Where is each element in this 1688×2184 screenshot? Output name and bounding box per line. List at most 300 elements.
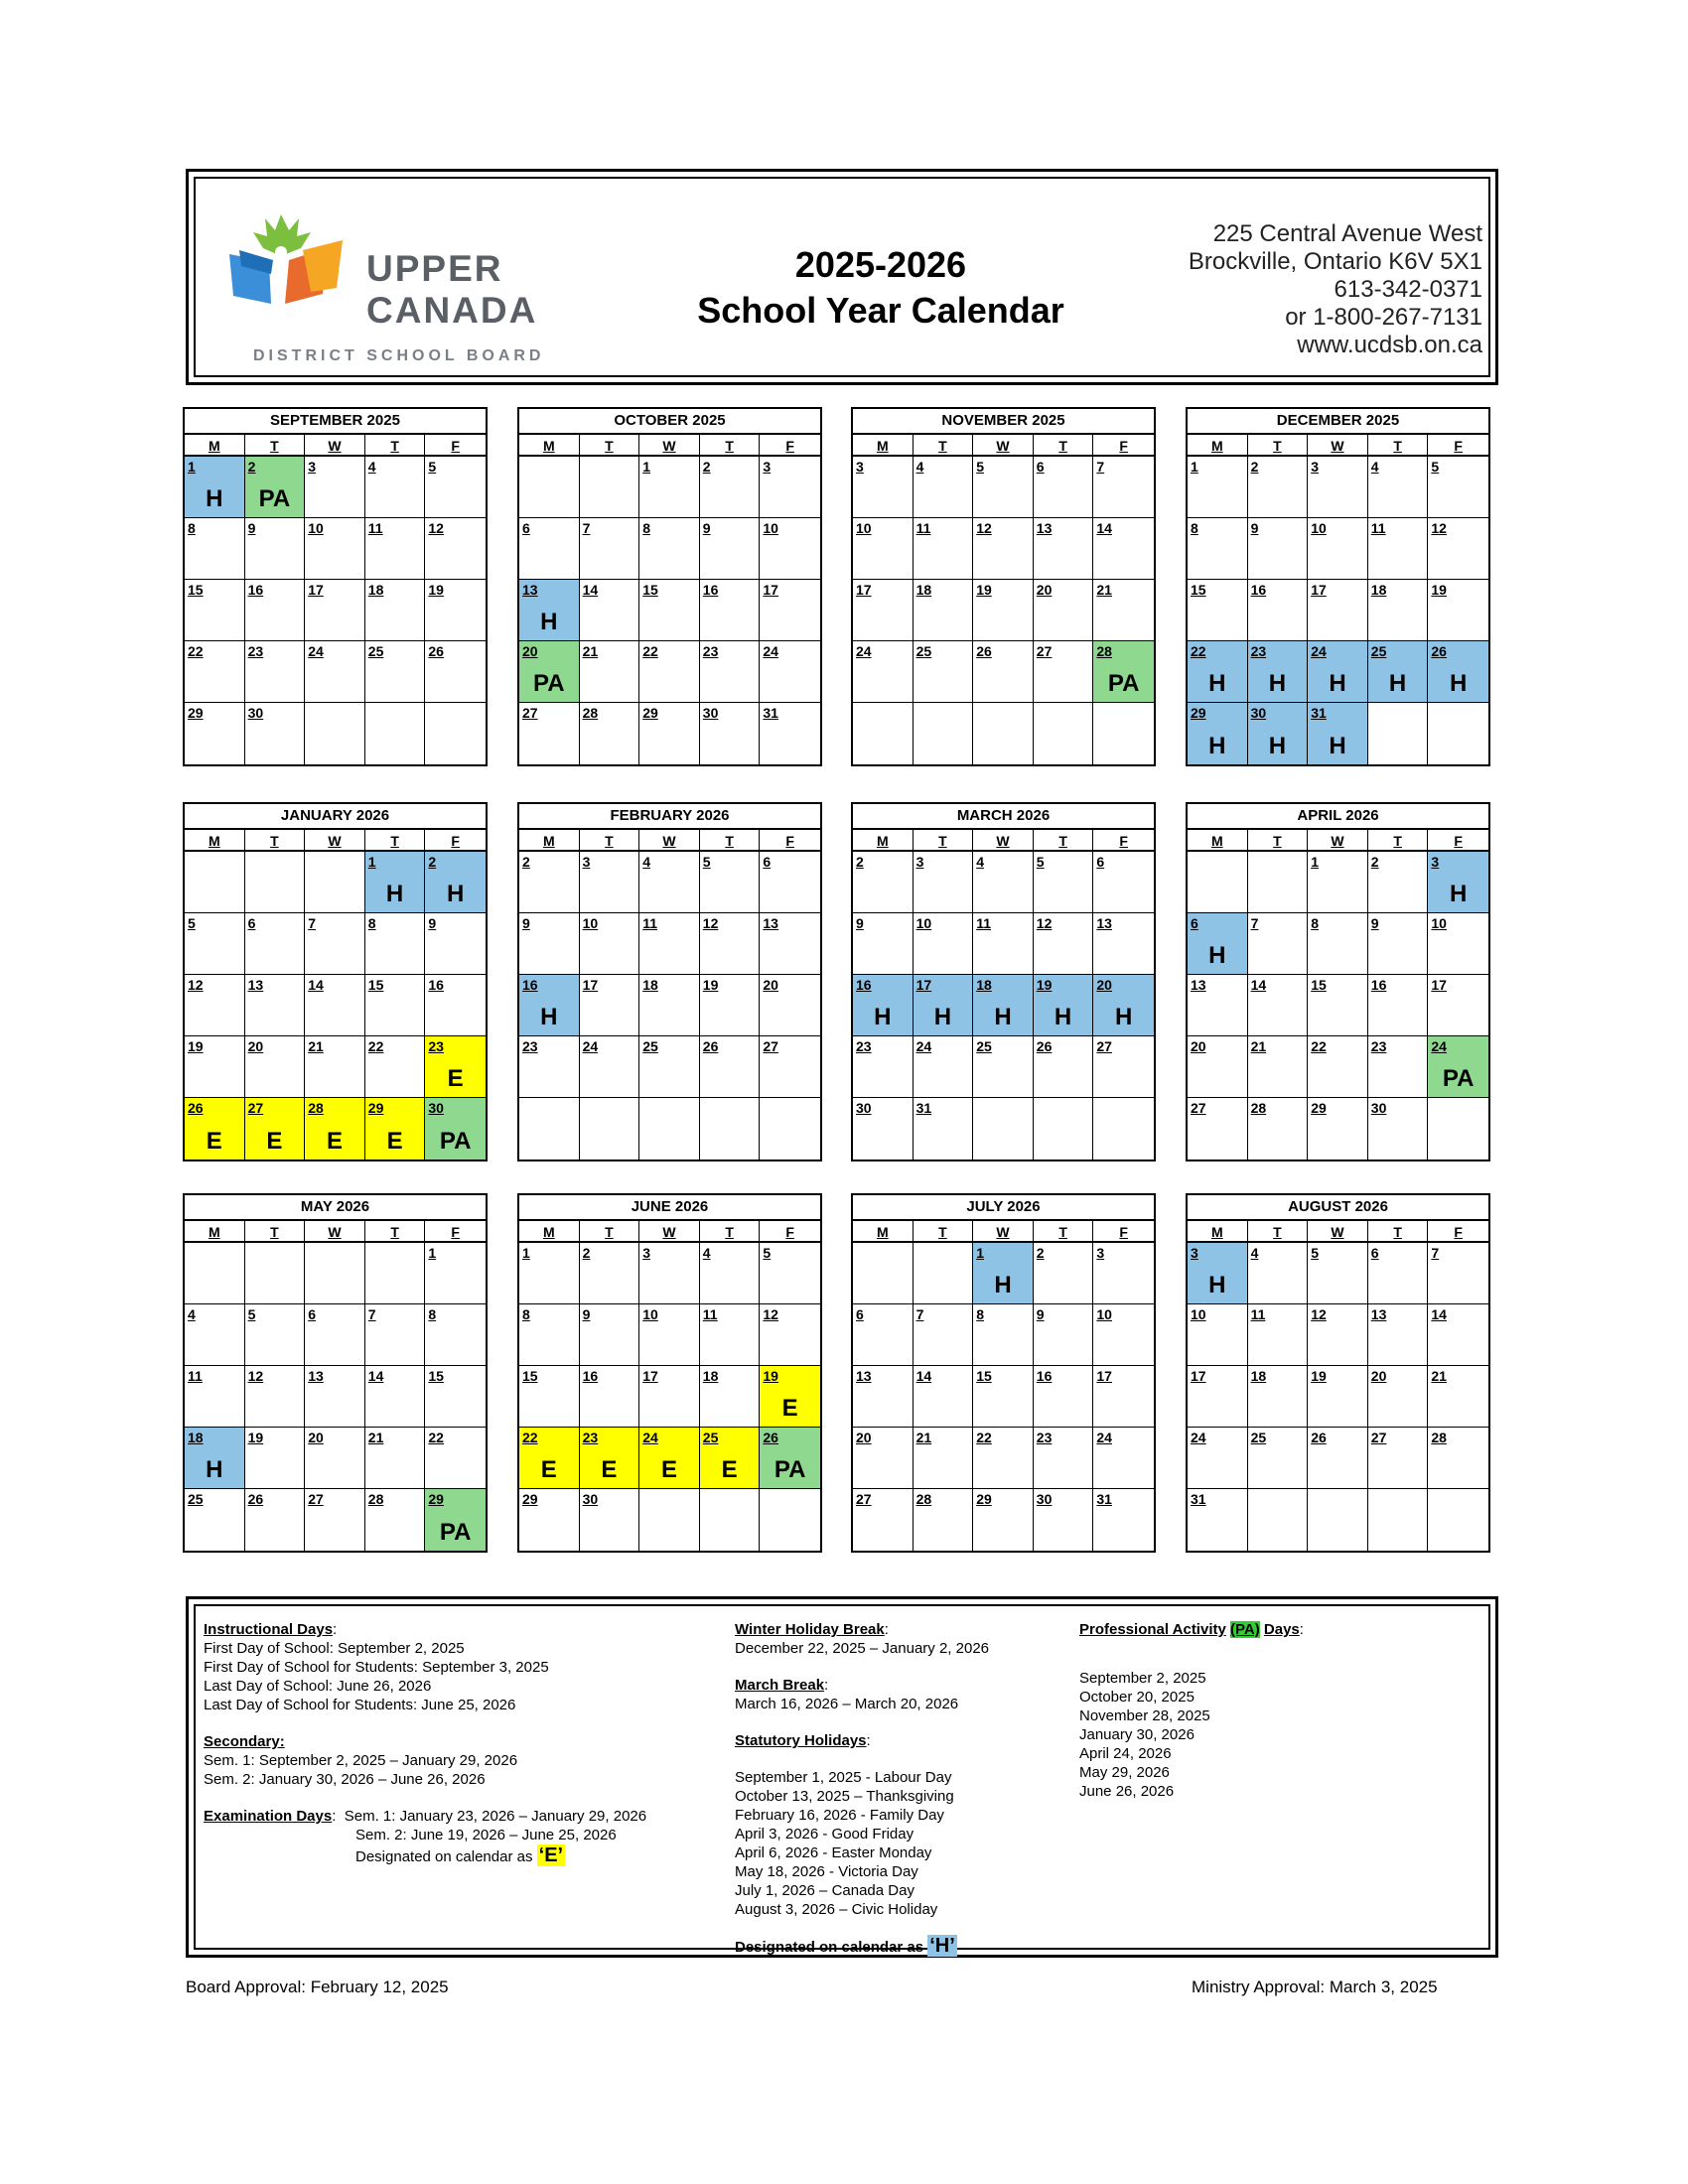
day-cell (914, 1366, 974, 1428)
day-number: 9 (856, 915, 864, 931)
day-number: 6 (1036, 459, 1045, 475)
day-cell (700, 1366, 761, 1428)
day-number: 17 (642, 1368, 658, 1384)
day-number: 16 (1250, 582, 1267, 598)
day-number: 24 (856, 643, 872, 659)
weekday-header: W (305, 435, 365, 457)
day-cell (1093, 518, 1154, 580)
weekday-header: M (853, 1221, 914, 1243)
day-cell (305, 457, 365, 518)
day-cell (1093, 975, 1154, 1036)
day-code-h: H (206, 485, 223, 512)
day-cell (305, 1366, 365, 1428)
month-december (1186, 407, 1490, 766)
day-number: 5 (1431, 459, 1440, 475)
empty-day-cell (973, 1098, 1034, 1160)
day-number: 13 (856, 1368, 872, 1384)
day-cell (1093, 852, 1154, 913)
day-cell (1248, 1243, 1309, 1304)
day-cell (700, 641, 761, 703)
day-number: 1 (428, 1245, 437, 1261)
day-cell (580, 641, 640, 703)
day-number: 7 (915, 1306, 924, 1322)
day-number: 25 (188, 1491, 204, 1507)
empty-day-cell (853, 1243, 914, 1304)
exam-code-badge: ‘E’ (538, 1844, 564, 1866)
day-cell (853, 1489, 914, 1551)
day-cell (365, 1036, 426, 1098)
day-number: 21 (1250, 1038, 1267, 1054)
day-number: 20 (522, 643, 538, 659)
day-number: 9 (247, 520, 256, 536)
day-cell (853, 1036, 914, 1098)
day-cell (580, 975, 640, 1036)
march-break-line: March 16, 2026 – March 20, 2026 (735, 1696, 959, 1712)
day-number: 30 (247, 705, 264, 721)
day-number: 13 (247, 977, 264, 993)
day-number: 25 (1370, 643, 1387, 659)
weekday-header: M (853, 830, 914, 852)
weekday-header: W (305, 1221, 365, 1243)
day-number: 27 (763, 1038, 778, 1054)
instructional-line: Last Day of School: June 26, 2026 (204, 1678, 432, 1695)
day-cell (1034, 1036, 1094, 1098)
weekday-header: W (639, 830, 700, 852)
month-july (851, 1193, 1156, 1553)
month-title: OCTOBER 2025 (519, 409, 820, 435)
day-number: 23 (1036, 1430, 1053, 1445)
day-number: 10 (642, 1306, 658, 1322)
empty-day-cell (245, 1243, 306, 1304)
weekday-header: T (914, 830, 974, 852)
pa-date: October 20, 2025 (1079, 1689, 1195, 1706)
day-number: 15 (522, 1368, 538, 1384)
pa-date: November 28, 2025 (1079, 1707, 1210, 1724)
legend-column-instructional: Instructional Days: First Day of School: September 2, 2025 First Day of School for Students: September 3, 2025 Last Day of School: June 26, 2026 Last Day of School for Students: June 25, 2026 Secondary: Sem. 1: September 2, 2025 – January 29, 2026 Sem. 2: January 30, 2026 – June 26, 2026 Examination Days: Sem. 1: January 23, 2026 – January 29, 2026 Sem. 2: June 19, 2026 – June 25, 2026 Designated on calendar as ‘E’ (204, 1620, 720, 1866)
day-number: 23 (1370, 1038, 1387, 1054)
day-number: 4 (367, 459, 376, 475)
day-number: 29 (1311, 1100, 1327, 1116)
day-cell (365, 1489, 426, 1551)
day-cell (639, 641, 700, 703)
day-cell (973, 518, 1034, 580)
day-number: 21 (582, 643, 599, 659)
day-number: 24 (1311, 643, 1327, 659)
day-cell (700, 975, 761, 1036)
day-cell (914, 518, 974, 580)
empty-day-cell (760, 1489, 820, 1551)
weekday-header: T (1368, 435, 1429, 457)
day-cell (185, 975, 245, 1036)
day-cell (973, 457, 1034, 518)
day-cell (1428, 1036, 1488, 1098)
month-title: JULY 2026 (853, 1195, 1154, 1221)
day-number: 5 (1036, 854, 1045, 870)
day-number: 25 (976, 1038, 992, 1054)
instructional-line: First Day of School: September 2, 2025 (204, 1640, 465, 1657)
month-day-grid (853, 830, 1154, 1160)
day-code-h: H (1208, 670, 1226, 697)
day-cell (1248, 1036, 1309, 1098)
day-number: 12 (976, 520, 992, 536)
day-cell (760, 518, 820, 580)
day-number: 5 (188, 915, 196, 931)
day-cell (914, 1489, 974, 1551)
pa-heading: Professional Activity (1079, 1621, 1226, 1638)
calendar-legend (186, 1596, 1498, 1958)
day-number: 31 (1191, 1491, 1206, 1507)
day-cell (639, 518, 700, 580)
day-number: 4 (1370, 459, 1379, 475)
day-cell (1188, 518, 1248, 580)
day-code-e: E (447, 1065, 464, 1092)
empty-day-cell (519, 1098, 580, 1160)
day-number: 28 (1250, 1100, 1267, 1116)
exam-designated-text: Designated on calendar as (355, 1848, 533, 1865)
day-cell (519, 641, 580, 703)
day-cell (914, 580, 974, 641)
day-cell (245, 1366, 306, 1428)
day-number: 13 (763, 915, 778, 931)
ministry-approval: Ministry Approval: March 3, 2025 (1192, 1978, 1438, 1996)
day-number: 15 (428, 1368, 444, 1384)
day-code-h: H (206, 1456, 223, 1483)
weekday-header: W (1308, 830, 1368, 852)
empty-day-cell (185, 852, 245, 913)
day-cell (639, 703, 700, 764)
weekday-header: F (425, 435, 486, 457)
weekday-header: T (365, 435, 426, 457)
day-cell (1308, 1098, 1368, 1160)
day-number: 26 (1431, 643, 1447, 659)
day-number: 13 (1096, 915, 1112, 931)
day-cell (365, 1304, 426, 1366)
day-cell (1368, 1366, 1429, 1428)
day-number: 16 (1370, 977, 1387, 993)
day-number: 9 (428, 915, 437, 931)
day-number: 15 (367, 977, 384, 993)
day-number: 11 (976, 915, 991, 931)
day-cell (639, 852, 700, 913)
board-approval: Board Approval: February 12, 2025 (186, 1978, 449, 1996)
day-code-h: H (1329, 670, 1346, 697)
day-cell (425, 457, 486, 518)
day-number: 17 (1096, 1368, 1112, 1384)
day-cell (1248, 641, 1309, 703)
day-number: 19 (702, 977, 719, 993)
day-cell (760, 1366, 820, 1428)
day-cell (760, 975, 820, 1036)
day-number: 18 (976, 977, 992, 993)
day-cell (1034, 518, 1094, 580)
day-number: 8 (976, 1306, 984, 1322)
weekday-header: F (1093, 830, 1154, 852)
day-cell (1188, 703, 1248, 764)
day-cell (1428, 913, 1488, 975)
empty-day-cell (245, 852, 306, 913)
day-cell (580, 1489, 640, 1551)
statutory-designated-text: Designated on calendar as (735, 1939, 924, 1956)
day-cell (1093, 1366, 1154, 1428)
day-number: 3 (1096, 1245, 1105, 1261)
day-number: 27 (1370, 1430, 1387, 1445)
statutory-heading: Statutory Holidays (735, 1732, 867, 1749)
statutory-line: May 18, 2026 - Victoria Day (735, 1863, 918, 1880)
day-number: 9 (1036, 1306, 1045, 1322)
day-number: 7 (367, 1306, 376, 1322)
day-cell (425, 1489, 486, 1551)
day-cell (1093, 641, 1154, 703)
weekday-header: T (365, 1221, 426, 1243)
day-number: 4 (702, 1245, 711, 1261)
day-cell (973, 1243, 1034, 1304)
day-number: 27 (856, 1491, 872, 1507)
day-number: 29 (642, 705, 658, 721)
day-cell (519, 1304, 580, 1366)
weekday-header: F (760, 830, 820, 852)
weekday-header: T (1034, 435, 1094, 457)
day-cell (245, 703, 306, 764)
weekday-header: M (519, 830, 580, 852)
day-cell (1428, 641, 1488, 703)
day-number: 13 (308, 1368, 324, 1384)
day-number: 19 (428, 582, 444, 598)
day-cell (1034, 641, 1094, 703)
day-cell (760, 641, 820, 703)
day-cell (1034, 913, 1094, 975)
day-number: 18 (702, 1368, 719, 1384)
day-code-h: H (994, 1004, 1012, 1030)
weekday-header: M (853, 435, 914, 457)
month-day-grid (853, 1221, 1154, 1551)
day-number: 1 (367, 854, 376, 870)
day-cell (1188, 1366, 1248, 1428)
day-number: 27 (1191, 1100, 1206, 1116)
day-cell (914, 975, 974, 1036)
day-number: 16 (1036, 1368, 1053, 1384)
maple-book-icon (219, 205, 358, 324)
day-number: 10 (1431, 915, 1447, 931)
weekday-header: T (1248, 1221, 1309, 1243)
day-number: 24 (915, 1038, 932, 1054)
day-number: 17 (1191, 1368, 1206, 1384)
day-number: 18 (642, 977, 658, 993)
day-number: 31 (763, 705, 778, 721)
day-number: 26 (247, 1491, 264, 1507)
day-number: 31 (1311, 705, 1327, 721)
day-cell (519, 1036, 580, 1098)
day-cell (1368, 852, 1429, 913)
day-cell (245, 641, 306, 703)
day-code-h: H (1450, 881, 1468, 907)
day-number: 30 (1370, 1100, 1387, 1116)
day-number: 24 (1431, 1038, 1447, 1054)
day-number: 12 (247, 1368, 264, 1384)
day-number: 12 (1311, 1306, 1327, 1322)
day-number: 28 (582, 705, 599, 721)
day-cell (1188, 580, 1248, 641)
day-cell (305, 1036, 365, 1098)
month-title: AUGUST 2026 (1188, 1195, 1488, 1221)
weekday-header: M (519, 1221, 580, 1243)
day-number: 26 (1036, 1038, 1053, 1054)
day-code-h: H (1054, 1004, 1072, 1030)
weekday-header: M (1188, 830, 1248, 852)
day-number: 7 (582, 520, 591, 536)
day-number: 10 (915, 915, 932, 931)
day-cell (700, 1304, 761, 1366)
day-number: 18 (1250, 1368, 1267, 1384)
day-cell (305, 1489, 365, 1551)
day-number: 17 (763, 582, 778, 598)
weekday-header: M (519, 435, 580, 457)
day-number: 20 (1191, 1038, 1206, 1054)
weekday-header: W (305, 830, 365, 852)
day-number: 2 (582, 1245, 591, 1261)
day-number: 10 (1311, 520, 1327, 536)
day-cell (1428, 1304, 1488, 1366)
day-number: 24 (582, 1038, 599, 1054)
day-code-e: E (540, 1456, 557, 1483)
month-august (1186, 1193, 1490, 1553)
pa-date: April 24, 2026 (1079, 1745, 1172, 1762)
day-cell (1093, 1489, 1154, 1551)
day-number: 17 (308, 582, 324, 598)
day-cell (1368, 975, 1429, 1036)
day-number: 5 (702, 854, 711, 870)
day-number: 8 (428, 1306, 437, 1322)
month-title: MAY 2026 (185, 1195, 486, 1221)
day-cell (580, 852, 640, 913)
day-cell (1308, 641, 1368, 703)
day-cell (580, 518, 640, 580)
day-cell (1428, 518, 1488, 580)
weekday-header: T (1368, 830, 1429, 852)
day-number: 21 (915, 1430, 932, 1445)
day-cell (245, 913, 306, 975)
day-cell (1093, 1428, 1154, 1489)
day-cell (760, 1304, 820, 1366)
day-cell (914, 1428, 974, 1489)
day-cell (853, 1428, 914, 1489)
weekday-header: T (1248, 830, 1309, 852)
day-number: 13 (1036, 520, 1053, 536)
day-cell (1093, 913, 1154, 975)
day-number: 24 (1096, 1430, 1112, 1445)
statutory-line: August 3, 2026 – Civic Holiday (735, 1901, 938, 1918)
day-number: 3 (1311, 459, 1319, 475)
day-cell (580, 1243, 640, 1304)
day-code-h: H (1450, 670, 1468, 697)
day-number: 7 (308, 915, 316, 931)
day-cell (914, 1036, 974, 1098)
empty-day-cell (425, 703, 486, 764)
day-cell (914, 457, 974, 518)
empty-day-cell (760, 1098, 820, 1160)
day-cell (1368, 457, 1429, 518)
day-number: 7 (1250, 915, 1259, 931)
day-cell (1308, 913, 1368, 975)
legend-column-pa: Professional Activity (PA) Days: September 2, 2025 October 20, 2025 November 28, 2025 January 30, 2026 April 24, 2026 May 29, 2026 June 26, 2026 (1079, 1620, 1477, 1801)
day-number: 18 (915, 582, 932, 598)
day-code-h: H (994, 1272, 1012, 1298)
day-cell (1368, 1304, 1429, 1366)
day-cell (185, 1489, 245, 1551)
day-cell (973, 580, 1034, 641)
day-number: 8 (522, 1306, 530, 1322)
day-cell (914, 852, 974, 913)
day-cell (1093, 580, 1154, 641)
day-cell (1188, 641, 1248, 703)
day-number: 27 (247, 1100, 264, 1116)
day-number: 22 (1311, 1038, 1327, 1054)
day-number: 3 (1191, 1245, 1198, 1261)
day-number: 9 (1250, 520, 1259, 536)
day-cell (1308, 852, 1368, 913)
day-cell (1188, 457, 1248, 518)
day-code-h: H (385, 881, 404, 907)
instructional-heading: Instructional Days (204, 1621, 334, 1638)
empty-day-cell (519, 457, 580, 518)
weekday-header: F (1428, 830, 1488, 852)
day-cell (519, 1366, 580, 1428)
winter-break-line: December 22, 2025 – January 2, 2026 (735, 1640, 990, 1657)
day-cell (245, 1304, 306, 1366)
day-cell (305, 975, 365, 1036)
board-website[interactable]: www.ucdsb.on.ca (1297, 332, 1482, 358)
day-cell (639, 1243, 700, 1304)
day-cell (853, 518, 914, 580)
day-cell (639, 1428, 700, 1489)
empty-day-cell (1308, 1489, 1368, 1551)
weekday-header: W (973, 435, 1034, 457)
day-cell (700, 1428, 761, 1489)
day-number: 16 (247, 582, 264, 598)
day-cell (580, 1366, 640, 1428)
month-title: NOVEMBER 2025 (853, 409, 1154, 435)
day-code-pa: PA (258, 485, 291, 512)
month-day-grid (519, 1221, 820, 1551)
day-number: 3 (1431, 854, 1440, 870)
day-cell (973, 1366, 1034, 1428)
pa-date: January 30, 2026 (1079, 1726, 1195, 1743)
day-number: 5 (247, 1306, 256, 1322)
day-number: 22 (976, 1430, 992, 1445)
empty-day-cell (1034, 1098, 1094, 1160)
empty-day-cell (1248, 852, 1309, 913)
day-number: 12 (1036, 915, 1053, 931)
empty-day-cell (1368, 1489, 1429, 1551)
day-number: 6 (1370, 1245, 1379, 1261)
day-cell (1428, 1366, 1488, 1428)
day-number: 15 (976, 1368, 992, 1384)
day-number: 15 (1311, 977, 1327, 993)
weekday-header: F (1093, 1221, 1154, 1243)
day-cell (425, 1304, 486, 1366)
address-street: 225 Central Avenue West (1212, 220, 1482, 247)
day-cell (1248, 580, 1309, 641)
day-cell (245, 1428, 306, 1489)
month-day-grid (185, 830, 486, 1160)
day-number: 12 (763, 1306, 778, 1322)
day-code-pa: PA (774, 1456, 806, 1483)
day-number: 26 (702, 1038, 719, 1054)
month-march (851, 802, 1156, 1161)
day-code-e: E (601, 1456, 618, 1483)
day-cell (1188, 1489, 1248, 1551)
day-cell (1308, 580, 1368, 641)
day-number: 22 (642, 643, 658, 659)
